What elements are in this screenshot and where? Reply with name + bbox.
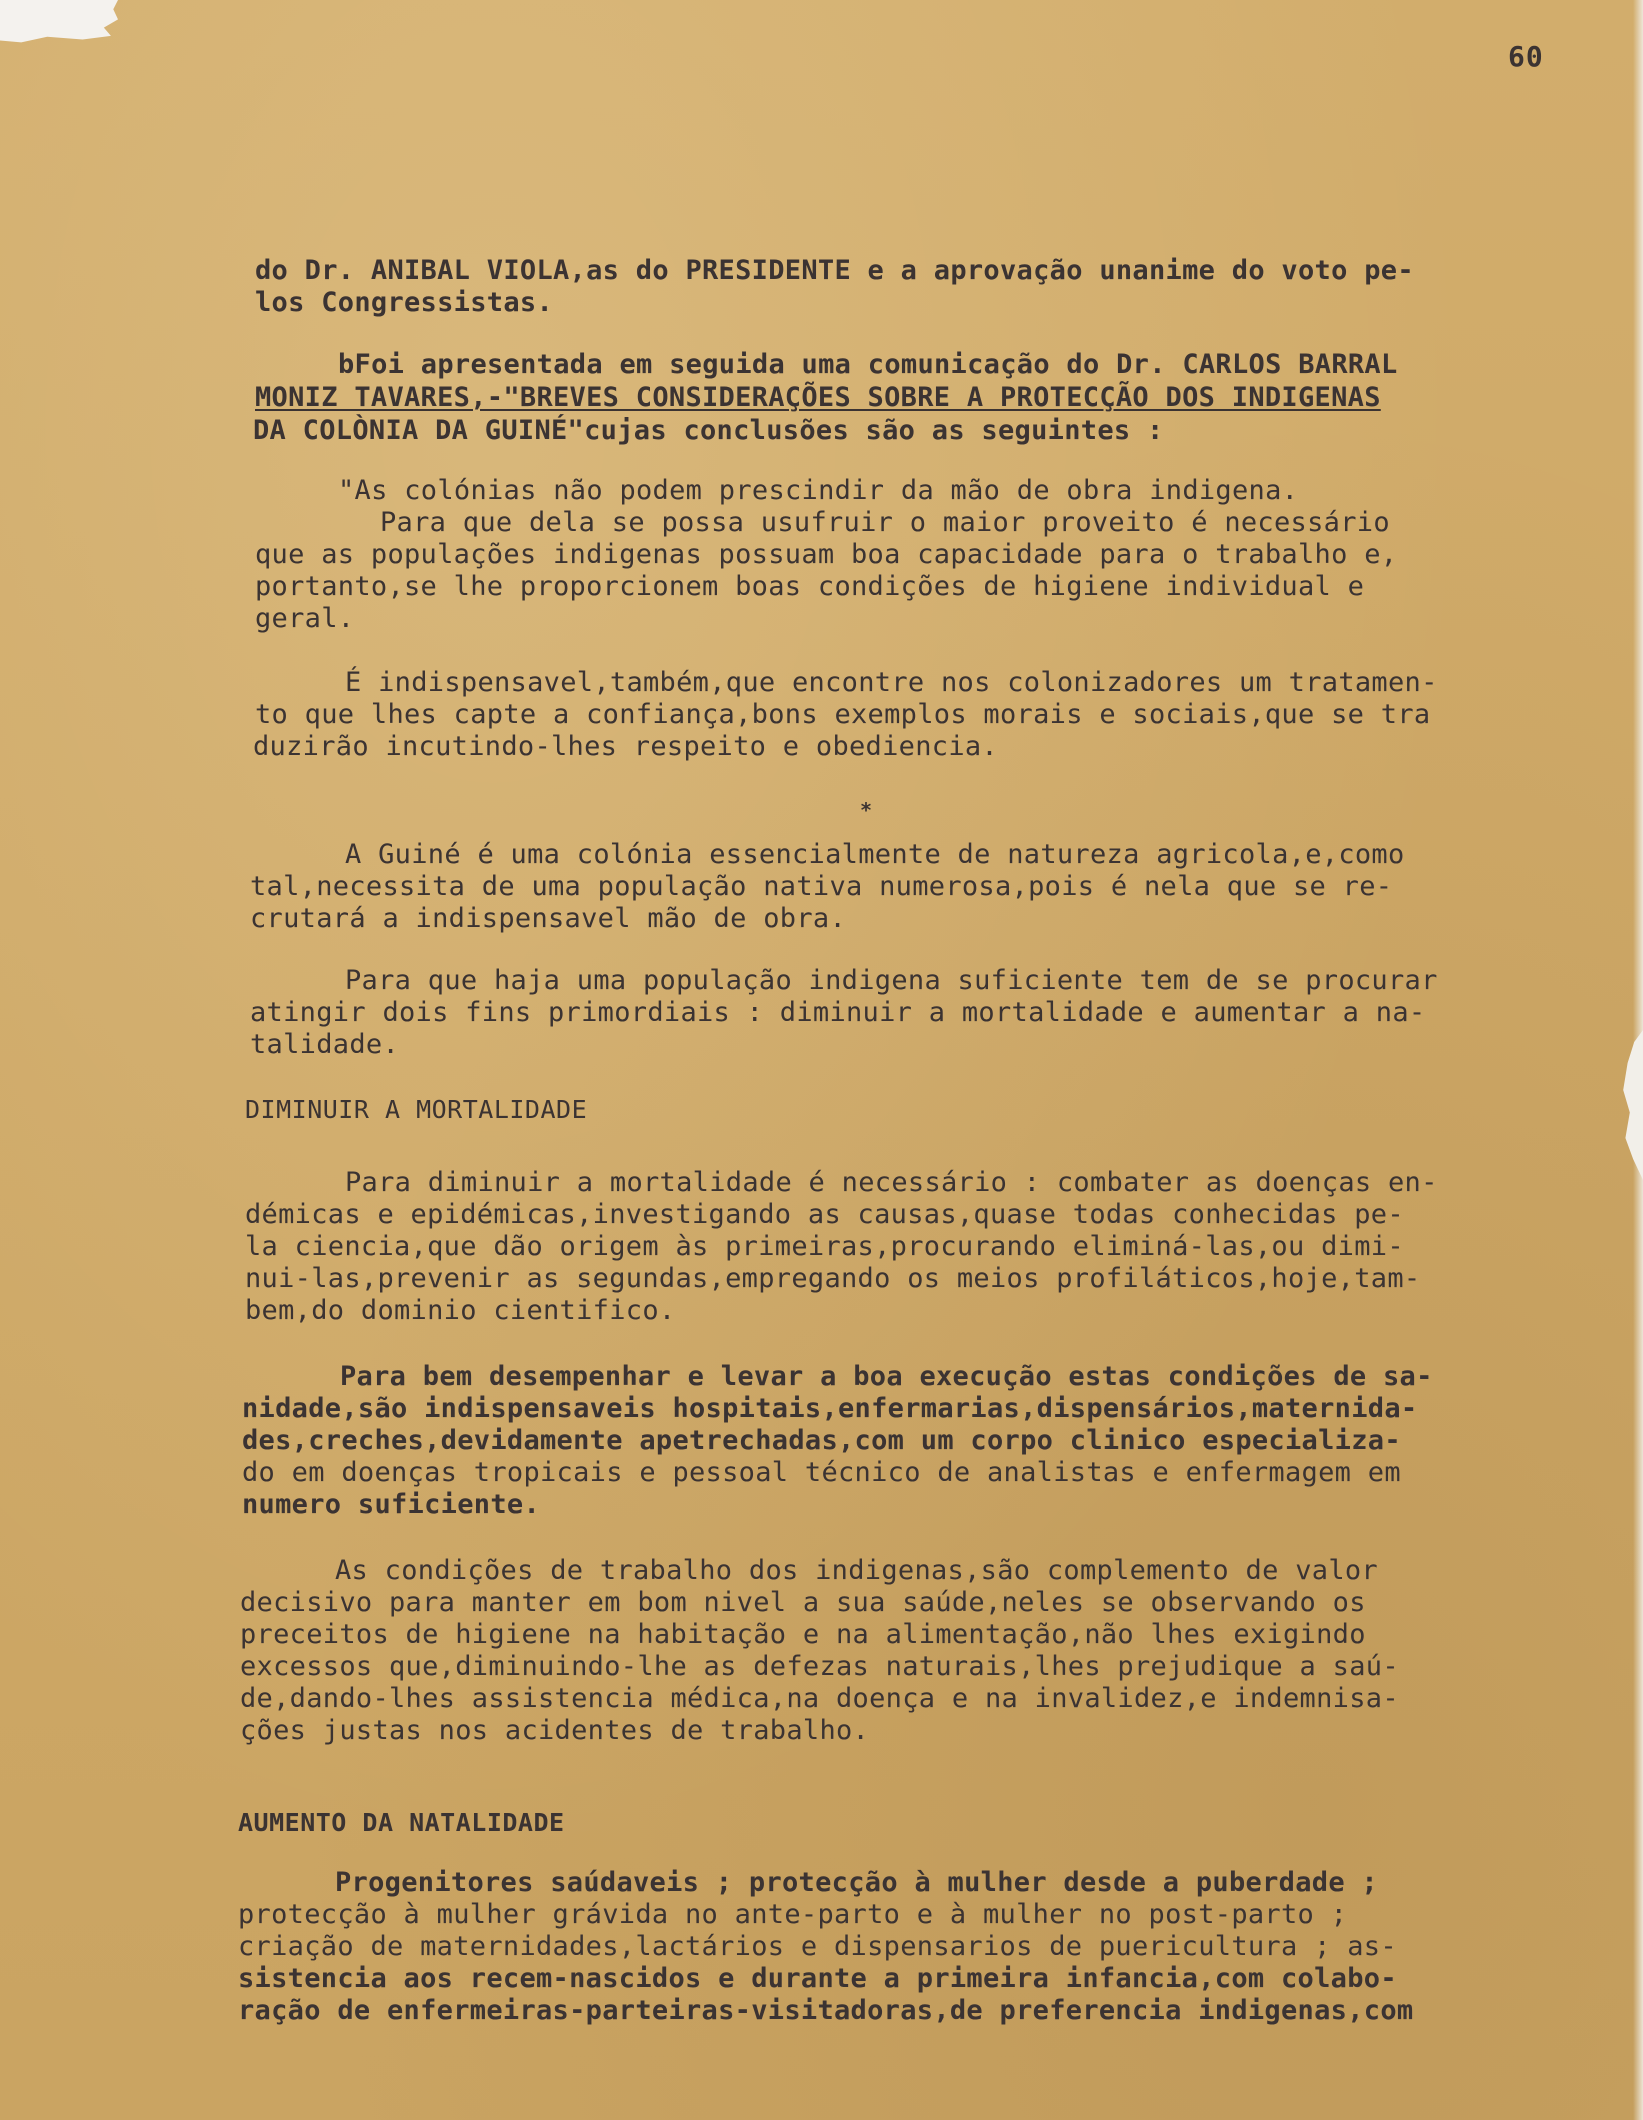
- text-line: sistencia aos recem-nascidos e durante a primeira infancia,com colabo-: [238, 1963, 1397, 1994]
- section-heading: DIMINUIR A MORTALIDADE: [245, 1095, 588, 1124]
- text-line: DA COLÒNIA DA GUINÉ"cujas conclusões são as seguintes :: [253, 415, 1164, 446]
- text-line: bFoi apresentada em seguida uma comunicação do Dr. CARLOS BARRAL: [338, 349, 1398, 380]
- text-line: Para que dela se possa usufruir o maior proveito é necessário: [380, 507, 1390, 538]
- text-line: los Congressistas.: [255, 287, 553, 318]
- separator-asterisk: *: [860, 798, 873, 822]
- text-line: crutará a indispensavel mão de obra.: [250, 903, 846, 934]
- text-line: A Guiné é uma colónia essencialmente de natureza agricola,e,como: [345, 839, 1405, 870]
- text-line: protecção à mulher grávida no ante-parto e à mulher no post-parto ;: [238, 1899, 1348, 1930]
- text-line: do Dr. ANIBAL VIOLA,as do PRESIDENTE e a aprovação unanime do voto pe-: [255, 255, 1414, 286]
- text-line: "As colónias não podem prescindir da mão de obra indigena.: [338, 475, 1299, 506]
- text-line: talidade.: [250, 1029, 399, 1060]
- text-line: É indispensavel,também,que encontre nos colonizadores um tratamen-: [345, 667, 1438, 698]
- text-line: numero suficiente.: [242, 1489, 540, 1520]
- text-line: Para diminuir a mortalidade é necessário : combater as doenças en-: [345, 1167, 1438, 1198]
- text-line: de,dando-lhes assistencia médica,na doença e na invalidez,e indemnisa-: [240, 1683, 1399, 1714]
- text-line: nidade,são indispensaveis hospitais,enfermarias,dispensários,maternida-: [242, 1393, 1418, 1424]
- text-line: As condições de trabalho dos indigenas,são complemento de valor: [335, 1555, 1378, 1586]
- text-line: ração de enfermeiras-parteiras-visitadoras,de preferencia indigenas,com: [238, 1995, 1414, 2026]
- text-line: ções justas nos acidentes de trabalho.: [240, 1715, 870, 1746]
- text-line: portanto,se lhe proporcionem boas condições de higiene individual e: [255, 571, 1365, 602]
- text-line: MONIZ TAVARES,-"BREVES CONSIDERAÇÕES SOBRE A PROTECÇÃO DOS INDIGENAS: [255, 382, 1381, 413]
- text-line: to que lhes capte a confiança,bons exemplos morais e sociais,que se tra: [255, 699, 1431, 730]
- page-number: 60: [1508, 40, 1544, 73]
- text-line: duzirão incutindo-lhes respeito e obediencia.: [253, 731, 998, 762]
- text-line: atingir dois fins primordiais : diminuir a mortalidade e aumentar a na-: [250, 997, 1426, 1028]
- text-line: Para bem desempenhar e levar a boa execução estas condições de sa-: [340, 1361, 1433, 1392]
- text-line: preceitos de higiene na habitação e na alimentação,não lhes exigindo: [240, 1619, 1366, 1650]
- text-line: geral.: [255, 603, 355, 634]
- text-line: nui-las,prevenir as segundas,empregando os meios profiláticos,hoje,tam-: [245, 1263, 1421, 1294]
- text-line: do em doenças tropicais e pessoal técnico de analistas e enfermagem em: [242, 1457, 1401, 1488]
- text-line: excessos que,diminuindo-lhe as defezas naturais,lhes prejudique a saú-: [240, 1651, 1399, 1682]
- text-line: démicas e epidémicas,investigando as causas,quase todas conhecidas pe-: [245, 1199, 1404, 1230]
- text-line: la ciencia,que dão origem às primeiras,procurando eliminá-las,ou dimi-: [245, 1231, 1404, 1262]
- text-line: des,creches,devidamente apetrechadas,com um corpo clinico especializa-: [242, 1425, 1401, 1456]
- text-line: Progenitores saúdaveis ; protecção à mulher desde a puberdade ;: [335, 1867, 1378, 1898]
- text-line: que as populações indigenas possuam boa capacidade para o trabalho e,: [255, 539, 1398, 570]
- text-line: criação de maternidades,lactários e dispensarios de puericultura ; as-: [238, 1931, 1397, 1962]
- section-heading: AUMENTO DA NATALIDADE: [238, 1808, 565, 1837]
- text-line: bem,do dominio cientifico.: [245, 1295, 676, 1326]
- text-line: tal,necessita de uma população nativa numerosa,pois é nela que se re-: [250, 871, 1393, 902]
- text-line: decisivo para manter em bom nivel a sua saúde,neles se observando os: [240, 1587, 1366, 1618]
- text-line: Para que haja uma população indigena suficiente tem de se procurar: [345, 965, 1438, 996]
